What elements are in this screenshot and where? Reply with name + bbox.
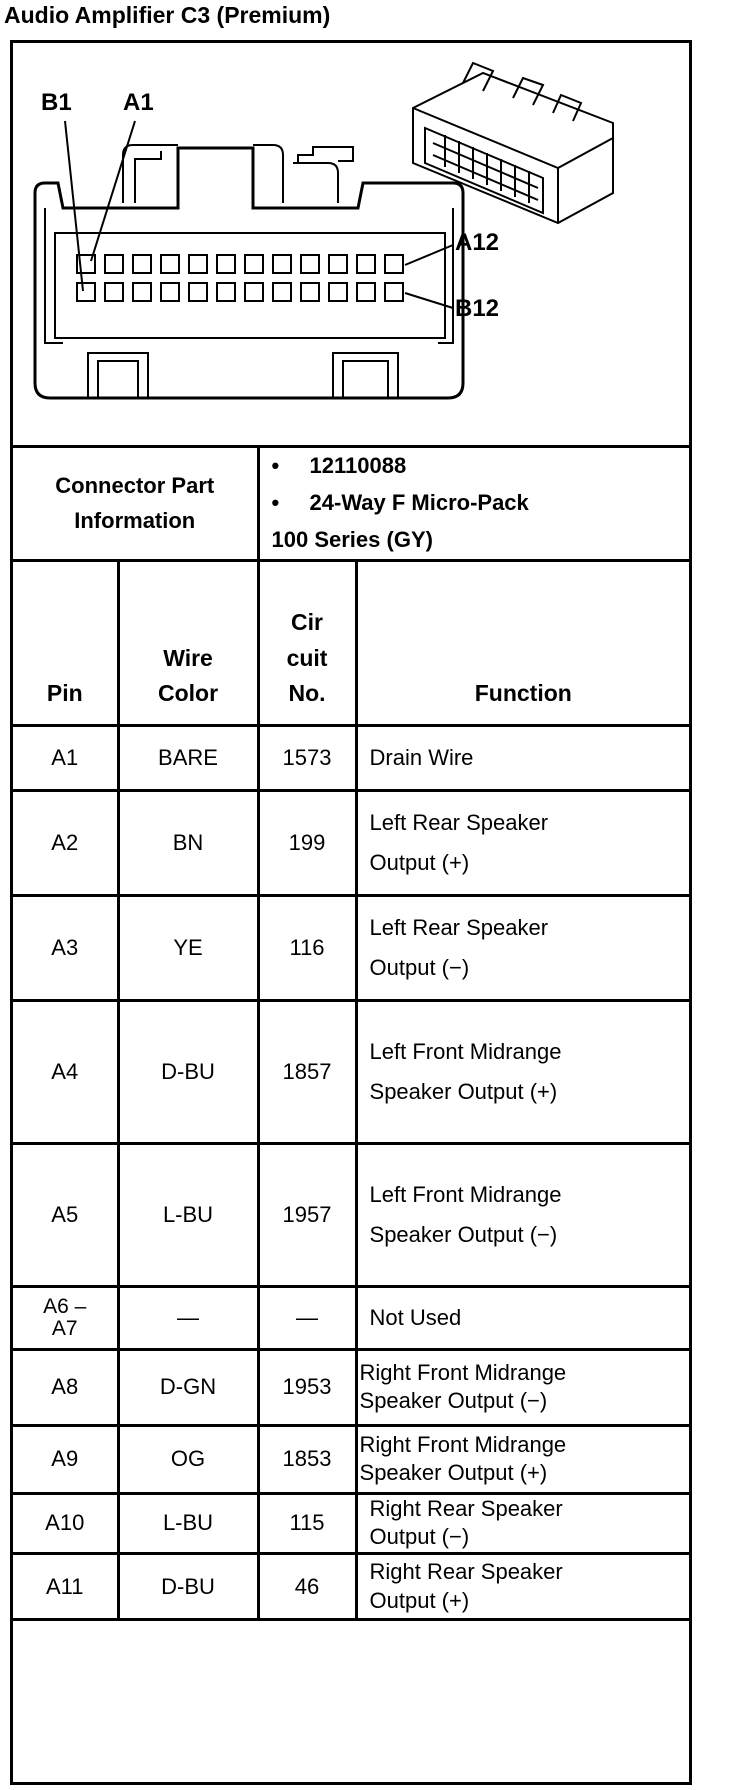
connector-type: 24-Way F Micro-Pack <box>309 489 529 515</box>
function-cell: Right Front Midrange Speaker Output (−) <box>356 1349 689 1425</box>
wire-color-cell: BARE <box>118 725 258 790</box>
wire-color-cell: L-BU <box>118 1493 258 1553</box>
table-row <box>13 1493 689 1553</box>
table-header-row <box>13 560 689 725</box>
table-row <box>13 1349 689 1425</box>
table-row <box>13 895 689 1000</box>
function-cell: Not Used <box>356 1286 689 1349</box>
pin-cell: A5 <box>13 1143 118 1286</box>
pin-cell: A1 <box>13 725 118 790</box>
header-wire-color: Wire Color <box>118 560 258 725</box>
pin-row-a <box>77 255 403 273</box>
header-circuit-no: Cir cuit No. <box>258 560 356 725</box>
pin-cell: A3 <box>13 895 118 1000</box>
circuit-cell: — <box>258 1286 356 1349</box>
label-a12: A12 <box>455 229 500 256</box>
header-pin: Pin <box>13 560 118 725</box>
circuit-cell: 199 <box>258 790 356 895</box>
function-cell: Drain Wire <box>356 725 689 790</box>
table-row <box>13 1425 689 1493</box>
pin-cell: A8 <box>13 1349 118 1425</box>
circuit-cell: 1953 <box>258 1349 356 1425</box>
pin-cell: A9 <box>13 1425 118 1493</box>
function-cell: Right Rear Speaker Output (+) <box>356 1554 689 1620</box>
pin-row-b <box>77 283 403 301</box>
wire-color-cell: D-GN <box>118 1349 258 1425</box>
connector-info-label: Connector Part Information <box>13 448 258 560</box>
table-row <box>13 790 689 895</box>
part-number: 12110088 <box>309 453 407 478</box>
pin-cell: A10 <box>13 1493 118 1553</box>
table-row <box>13 1286 689 1349</box>
function-cell: Left Rear Speaker Output (−) <box>356 895 689 1000</box>
pin-cell: A11 <box>13 1554 118 1620</box>
page-title: Audio Amplifier C3 (Premium) <box>4 2 331 28</box>
connector-info-value: • 12110088 • 24-Way F Micro-Pack 100 Series (GY) <box>258 448 689 560</box>
pin-cell: A6 –A7 <box>13 1286 118 1349</box>
circuit-cell: 1857 <box>258 1000 356 1143</box>
pin-table <box>13 448 689 1621</box>
function-cell: Left Front Midrange Speaker Output (−) <box>356 1143 689 1286</box>
wire-color-cell: OG <box>118 1425 258 1493</box>
circuit-cell: 1957 <box>258 1143 356 1286</box>
function-cell: Right Front Midrange Speaker Output (+) <box>356 1425 689 1493</box>
function-cell: Left Rear Speaker Output (+) <box>356 790 689 895</box>
label-a1: A1 <box>123 89 154 116</box>
circuit-cell: 115 <box>258 1493 356 1553</box>
pin-cell: A2 <box>13 790 118 895</box>
wire-color-cell: D-BU <box>118 1000 258 1143</box>
connector-diagram <box>13 43 689 448</box>
connector-series: 100 Series (GY) <box>271 526 433 552</box>
circuit-cell: 46 <box>258 1554 356 1620</box>
label-b1: B1 <box>41 89 72 116</box>
connector-face-drawing <box>13 43 689 448</box>
connector-info-row <box>13 448 689 560</box>
wire-color-cell: — <box>118 1286 258 1349</box>
wire-color-cell: BN <box>118 790 258 895</box>
circuit-cell: 1573 <box>258 725 356 790</box>
table-row <box>13 725 689 790</box>
label-b12: B12 <box>455 295 500 322</box>
table-row <box>13 1143 689 1286</box>
function-cell: Right Rear Speaker Output (−) <box>356 1493 689 1553</box>
wire-color-cell: L-BU <box>118 1143 258 1286</box>
connector-isometric-sketch <box>413 63 613 223</box>
wire-color-cell: YE <box>118 895 258 1000</box>
table-row <box>13 1554 689 1620</box>
pin-cell: A4 <box>13 1000 118 1143</box>
function-cell: Left Front Midrange Speaker Output (+) <box>356 1000 689 1143</box>
table-row <box>13 1000 689 1143</box>
header-function: Function <box>356 560 689 725</box>
circuit-cell: 116 <box>258 895 356 1000</box>
circuit-cell: 1853 <box>258 1425 356 1493</box>
wire-color-cell: D-BU <box>118 1554 258 1620</box>
connector-sheet <box>10 40 692 1785</box>
